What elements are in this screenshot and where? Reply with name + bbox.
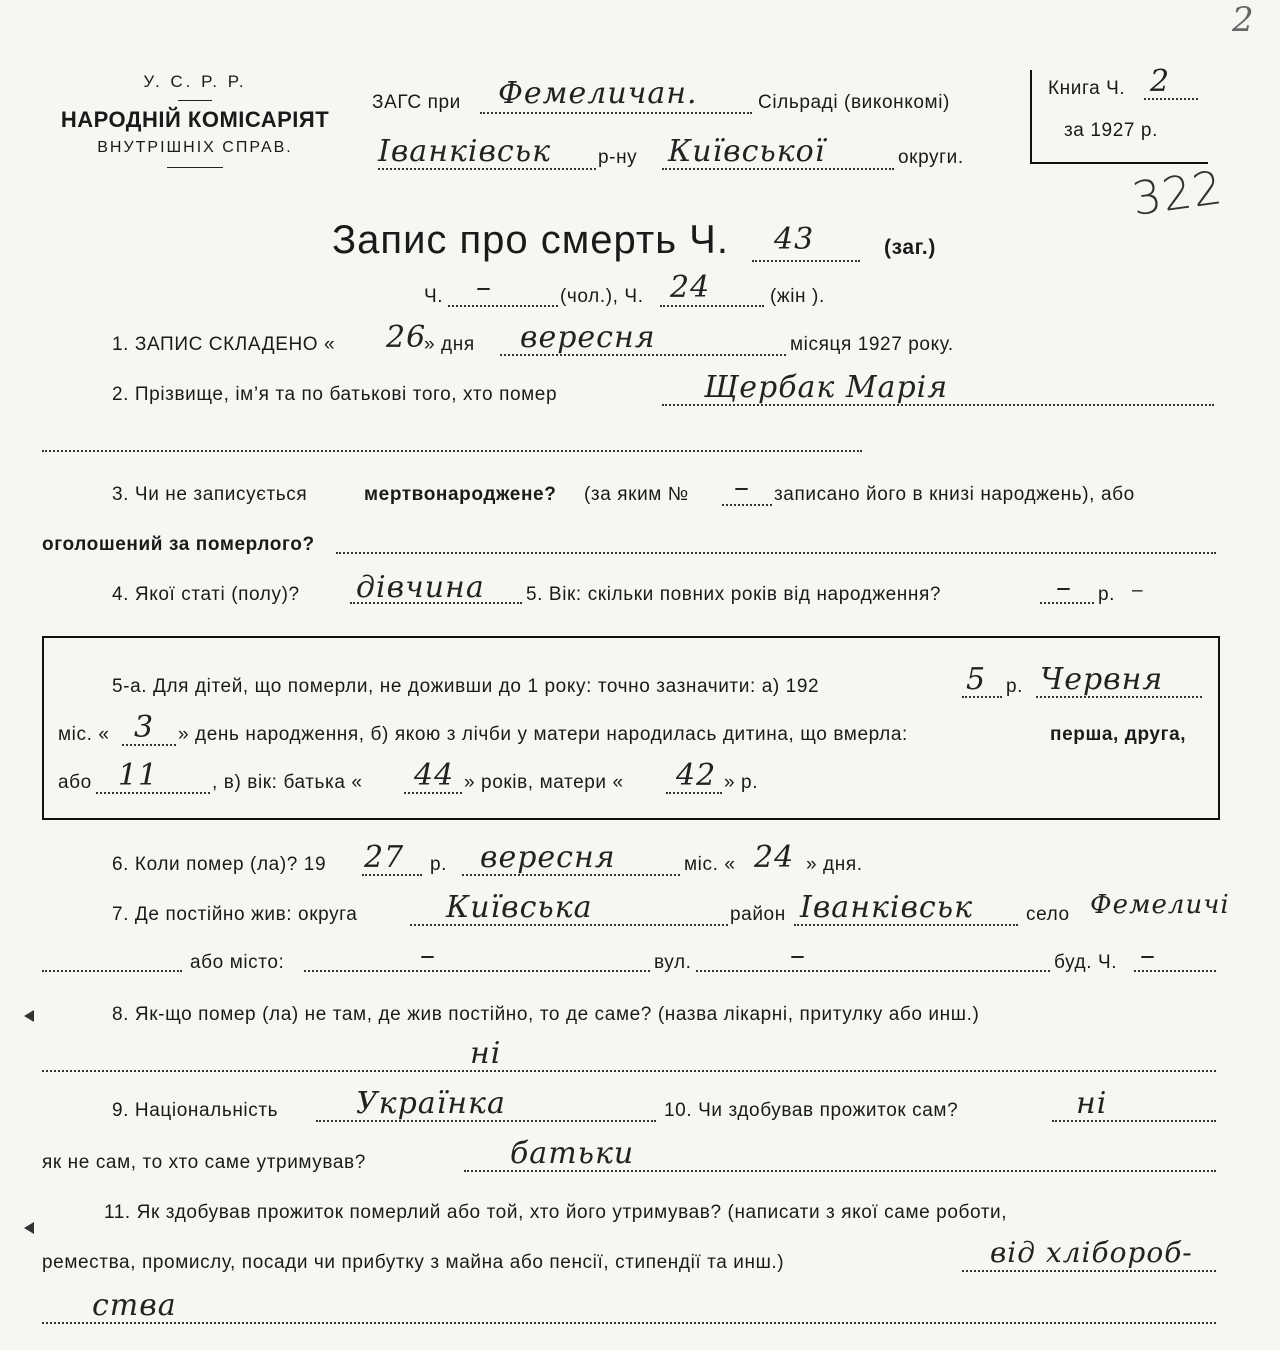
- item6-d: » дня.: [806, 854, 863, 875]
- okrug-label: округи.: [898, 147, 964, 168]
- header-left: [40, 72, 350, 178]
- item11-dots: [962, 1270, 1216, 1272]
- item5-label: 5. Вік: скільки повних років від народження?: [526, 584, 942, 605]
- book-hw: 2: [1150, 64, 1171, 99]
- item6-day-hw: 24: [754, 840, 795, 875]
- item5a-r: р.: [1006, 676, 1024, 697]
- item5a-month-hw: Червня: [1040, 662, 1164, 697]
- item5a-line3b: , в) вік: батька «: [212, 772, 363, 793]
- item1-label: 1. ЗАПИС СКЛАДЕНО «: [112, 334, 336, 355]
- item11-a: 11. Як здобував прожиток померлий або той, хто його утримував? (написати з якої саме роботи,: [104, 1202, 1008, 1223]
- male-dots: [448, 305, 558, 307]
- item2-dots-2: [42, 450, 862, 452]
- item6-a: 6. Коли помер (ла)? 19: [112, 854, 327, 875]
- item7-d: або місто:: [190, 952, 285, 973]
- male-label: (чол.), Ч.: [560, 286, 644, 307]
- item10-hw: ні: [1076, 1086, 1108, 1121]
- title-dots: [752, 260, 860, 262]
- female-hw: 24: [670, 270, 711, 305]
- district-dots: [378, 168, 596, 170]
- item6-month-hw: вересня: [480, 840, 616, 875]
- item7-okrug-dots: [410, 924, 728, 926]
- district-hw: Іванківськ: [378, 134, 551, 169]
- item7-d-dots: [42, 970, 182, 972]
- item9-hw: Українка: [356, 1086, 506, 1121]
- department-label: ВНУТРІШНІХ СПРАВ.: [97, 139, 293, 156]
- item5a-year-dots: [962, 696, 1002, 698]
- item7-e: вул.: [654, 952, 692, 973]
- item6-c: міс. «: [684, 854, 736, 875]
- item5a-order-dots: [96, 792, 210, 794]
- item7-bud-dots: [1134, 970, 1216, 972]
- item7-misto-dots: [304, 970, 650, 972]
- item10-b-hw: батьки: [510, 1136, 635, 1171]
- item7-a: 7. Де постійно жив: округа: [112, 904, 358, 925]
- item9-dots: [316, 1120, 656, 1122]
- item5a-line2c: перша, друга,: [1050, 724, 1187, 745]
- item5a-order-hw: 11: [118, 758, 159, 793]
- margin-mark-2: [24, 1222, 34, 1234]
- item5a-line1: 5-а. Для дітей, що померли, не доживши до 1 року: точно зазначити: а) 192: [112, 676, 820, 697]
- item4-hw: дівчина: [356, 570, 485, 605]
- item7-vul-hw: –: [790, 938, 806, 973]
- margin-mark-1: [24, 1010, 34, 1022]
- item7-c: село: [1026, 904, 1070, 925]
- item5a-mother-dots: [666, 792, 722, 794]
- item3-e: оголошений за померлого?: [42, 534, 315, 555]
- corner-hw: 322: [1128, 159, 1227, 227]
- district-label: р-ну: [598, 147, 638, 168]
- item5-hw: –: [1056, 570, 1072, 605]
- item9-label: 9. Національність: [112, 1100, 279, 1121]
- item1-day-hw: 26: [386, 320, 427, 355]
- item3-c: (за яким №: [584, 484, 689, 505]
- item5a-father-hw: 44: [414, 758, 455, 793]
- item5a-line3c: » років, матери «: [464, 772, 624, 793]
- item5-end: р.: [1098, 584, 1116, 605]
- item4-label: 4. Якої статі (полу)?: [112, 584, 300, 605]
- item1-mid: » дня: [424, 334, 475, 355]
- page-title: Запис про смерть Ч.: [332, 218, 729, 262]
- item5a-year-hw: 5: [966, 662, 987, 697]
- item3-hw: –: [734, 470, 750, 505]
- item7-f: буд. Ч.: [1054, 952, 1118, 973]
- female-label: (жін ).: [770, 286, 825, 307]
- item3-d: записано його в книзі народжень), або: [774, 484, 1135, 505]
- item8-label: 8. Як-що помер (ла) не там, де жив постійно, то де саме? (назва лікарні, притулку або инш.): [112, 1004, 980, 1025]
- item6-month-dots: [462, 874, 680, 876]
- title-suffix: (заг.): [884, 236, 936, 259]
- item8-hw: ні: [470, 1036, 502, 1071]
- item3-a: 3. Чи не записується: [112, 484, 308, 505]
- item8-dots: [42, 1070, 1216, 1072]
- item5a-line3a: або: [58, 772, 92, 793]
- item5a-mother-hw: 42: [676, 758, 717, 793]
- item7-b: район: [730, 904, 786, 925]
- item11-hw2: ства: [92, 1288, 177, 1323]
- item1-end: місяця 1927 року.: [790, 334, 954, 355]
- title-number-hw: 43: [774, 222, 815, 257]
- book-year: за 1927 р.: [1064, 120, 1158, 141]
- item1-dots: [500, 354, 786, 356]
- okrug-dots: [662, 168, 894, 170]
- item11-b: ремества, промислу, посади чи прибутку з майна або пенсії, стипендії та инш.): [42, 1252, 785, 1273]
- item6-year-dots: [362, 874, 422, 876]
- item5a-father-dots: [404, 792, 462, 794]
- item10-b-dots: [464, 1170, 1216, 1172]
- title-ch: Ч.: [424, 286, 444, 307]
- commissariat-label: НАРОДНІЙ КОМІСАРІЯТ: [60, 107, 330, 132]
- item7-rayon-dots: [794, 924, 1018, 926]
- item10-dots: [1052, 1120, 1216, 1122]
- item7-rayon-hw: Іванківськ: [800, 890, 973, 925]
- item3-dots-2: [336, 552, 1216, 554]
- item10-label: 10. Чи здобував прожиток сам?: [664, 1100, 959, 1121]
- item1-month-hw: вересня: [520, 320, 656, 355]
- okrug-hw: Київської: [668, 134, 826, 169]
- item5a-line3d: » р.: [724, 772, 759, 793]
- item5-dots: [1040, 602, 1094, 604]
- zags-suffix: Сільраді (виконкомі): [758, 92, 950, 113]
- item4-dots: [350, 602, 522, 604]
- item5a-month-dots: [1036, 696, 1202, 698]
- republic-label: У. С. Р. Р.: [143, 72, 247, 91]
- item7-okrug-hw: Київська: [446, 890, 593, 925]
- item11-dots-2: [42, 1322, 1216, 1324]
- male-hw: –: [476, 270, 492, 305]
- item2-dots: [662, 404, 1214, 406]
- item7-misto-hw: –: [420, 938, 436, 973]
- item6-year-hw: 27: [364, 840, 405, 875]
- item2-hw: Щербак Марія: [704, 370, 949, 405]
- top-corner-hw: 2: [1232, 0, 1255, 40]
- item7-bud-hw: –: [1140, 938, 1156, 973]
- item7-vul-dots: [696, 970, 1050, 972]
- zags-hw: Фемеличан.: [498, 76, 698, 111]
- header-divider: [178, 100, 212, 101]
- item5a-day-hw: 3: [134, 710, 155, 745]
- item5a-line2a: міс. «: [58, 724, 110, 745]
- item5a-line2b: » день народження, б) якою з лічби у матери народилась дитина, що вмерла:: [178, 724, 908, 745]
- book-dots: [1144, 98, 1198, 100]
- item6-b: р.: [430, 854, 448, 875]
- item11-hw: від хлібороб-: [990, 1236, 1193, 1269]
- item3-b: мертвонароджене?: [364, 484, 557, 505]
- header-divider-2: [167, 167, 223, 168]
- item10-b: як не сам, то хто саме утримував?: [42, 1152, 366, 1173]
- item5a-day-dots: [122, 744, 176, 746]
- item2-label: 2. Прізвище, ім’я та по батькові того, хто помер: [112, 384, 558, 405]
- item5-hw2: –: [1132, 580, 1144, 601]
- zags-dots: [480, 112, 752, 114]
- book-label: Книга Ч.: [1048, 78, 1126, 99]
- item7-selo-hw: Фемеличі: [1090, 890, 1230, 920]
- item3-dots: [722, 504, 772, 506]
- zags-prefix: ЗАГС при: [372, 92, 461, 113]
- female-dots: [660, 305, 764, 307]
